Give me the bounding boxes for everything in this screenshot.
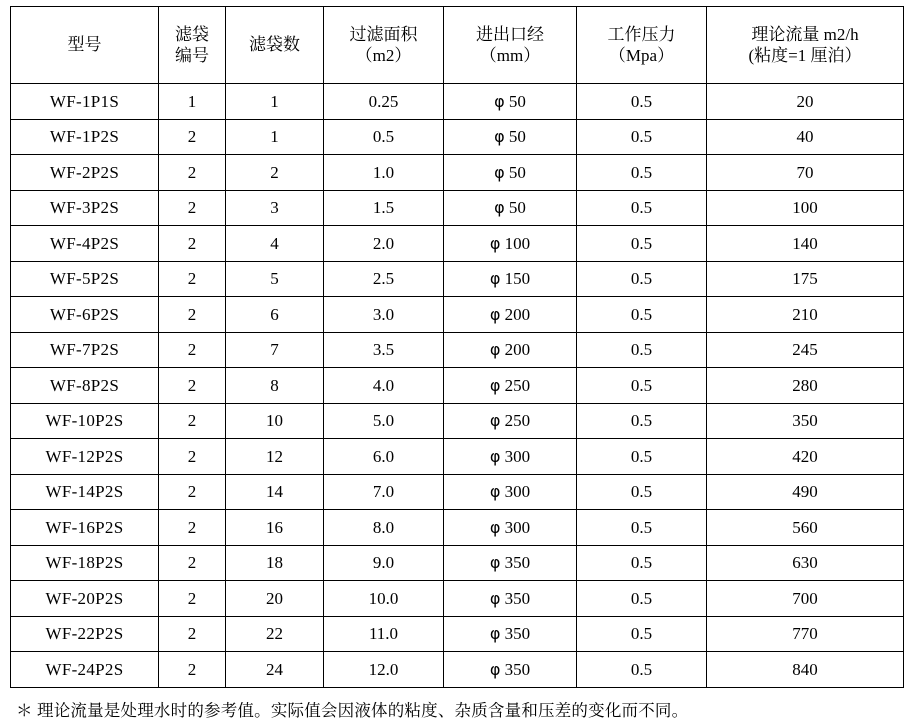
cell-bag-count: 10 xyxy=(226,403,324,439)
cell-working-pressure: 0.5 xyxy=(577,652,707,688)
cell-port-size xyxy=(444,616,577,652)
column-header-port-size xyxy=(444,7,577,84)
cell-filter-area: 3.5 xyxy=(324,332,444,368)
cell-bag-code: 1 xyxy=(159,84,226,120)
cell-theoretical-flow: 560 xyxy=(707,510,904,546)
table-row xyxy=(11,474,904,510)
cell-bag-count: 22 xyxy=(226,616,324,652)
cell-model: WF-24P2S xyxy=(11,652,159,688)
cell-filter-area: 0.25 xyxy=(324,84,444,120)
cell-model: WF-1P2S xyxy=(11,119,159,155)
cell-working-pressure: 0.5 xyxy=(577,155,707,191)
filter-bag-spec-table xyxy=(10,6,904,688)
cell-port-size xyxy=(444,332,577,368)
cell-theoretical-flow: 40 xyxy=(707,119,904,155)
phi-symbol: φ xyxy=(489,482,501,502)
cell-bag-count: 3 xyxy=(226,190,324,226)
cell-filter-area: 1.0 xyxy=(324,155,444,191)
cell-working-pressure: 0.5 xyxy=(577,510,707,546)
column-header-filter-area xyxy=(324,7,444,84)
column-header-model-line1: 型号 xyxy=(67,35,102,55)
cell-theoretical-flow: 140 xyxy=(707,226,904,262)
cell-bag-count: 6 xyxy=(226,297,324,333)
column-header-bag-code-line1: 滤袋 xyxy=(175,24,209,44)
cell-bag-code: 2 xyxy=(159,403,226,439)
cell-bag-count: 7 xyxy=(226,332,324,368)
cell-filter-area: 2.0 xyxy=(324,226,444,262)
column-header-theoretical-flow-line2: (粘度=1 厘泊） xyxy=(748,46,862,65)
port-size-value: 250 xyxy=(504,375,531,395)
cell-filter-area: 11.0 xyxy=(324,616,444,652)
table-row xyxy=(11,368,904,404)
cell-port-size xyxy=(444,226,577,262)
cell-port-size xyxy=(444,155,577,191)
phi-symbol: φ xyxy=(489,588,501,608)
cell-theoretical-flow: 490 xyxy=(707,474,904,510)
cell-bag-count: 2 xyxy=(226,155,324,191)
column-header-working-pressure-line2: （Mpa） xyxy=(608,46,675,65)
table-header xyxy=(11,7,904,84)
phi-symbol: φ xyxy=(494,198,505,218)
footnote: ＊ 理论流量是处理水时的参考值。实际值会因液体的粘度、杂质含量和压差的变化而不同。 xyxy=(16,700,689,720)
port-size-value: 100 xyxy=(504,233,531,253)
cell-model: WF-14P2S xyxy=(11,474,159,510)
cell-bag-count: 14 xyxy=(226,474,324,510)
phi-symbol: φ xyxy=(489,659,501,679)
cell-theoretical-flow: 350 xyxy=(707,403,904,439)
phi-symbol: φ xyxy=(489,375,501,395)
column-header-filter-area-line2: （m2） xyxy=(355,46,412,65)
phi-symbol: φ xyxy=(489,233,501,253)
column-header-bag-count xyxy=(226,7,324,84)
cell-bag-code: 2 xyxy=(159,226,226,262)
cell-port-size xyxy=(444,545,577,581)
cell-filter-area: 6.0 xyxy=(324,439,444,475)
table-row xyxy=(11,510,904,546)
cell-port-size xyxy=(444,368,577,404)
cell-filter-area: 3.0 xyxy=(324,297,444,333)
phi-symbol: φ xyxy=(489,624,501,644)
cell-model: WF-3P2S xyxy=(11,190,159,226)
port-size-value: 50 xyxy=(508,91,526,111)
column-header-port-size-line2: （mm） xyxy=(479,46,541,65)
cell-theoretical-flow: 420 xyxy=(707,439,904,475)
cell-model: WF-5P2S xyxy=(11,261,159,297)
cell-port-size xyxy=(444,439,577,475)
table-row xyxy=(11,581,904,617)
cell-model: WF-1P1S xyxy=(11,84,159,120)
cell-port-size xyxy=(444,474,577,510)
port-size-value: 300 xyxy=(504,517,531,537)
table-row xyxy=(11,155,904,191)
cell-bag-count: 5 xyxy=(226,261,324,297)
port-size-value: 200 xyxy=(504,340,531,360)
table-row xyxy=(11,545,904,581)
cell-model: WF-2P2S xyxy=(11,155,159,191)
cell-model: WF-4P2S xyxy=(11,226,159,262)
cell-working-pressure: 0.5 xyxy=(577,84,707,120)
table-row xyxy=(11,119,904,155)
cell-theoretical-flow: 840 xyxy=(707,652,904,688)
port-size-value: 250 xyxy=(504,411,531,431)
port-size-value: 300 xyxy=(504,446,531,466)
cell-working-pressure: 0.5 xyxy=(577,119,707,155)
cell-theoretical-flow: 280 xyxy=(707,368,904,404)
cell-port-size xyxy=(444,119,577,155)
cell-theoretical-flow: 700 xyxy=(707,581,904,617)
phi-symbol: φ xyxy=(494,127,505,147)
cell-filter-area: 1.5 xyxy=(324,190,444,226)
cell-port-size xyxy=(444,403,577,439)
table-row xyxy=(11,261,904,297)
cell-filter-area: 0.5 xyxy=(324,119,444,155)
cell-model: WF-22P2S xyxy=(11,616,159,652)
cell-working-pressure: 0.5 xyxy=(577,439,707,475)
phi-symbol: φ xyxy=(489,446,501,466)
cell-model: WF-18P2S xyxy=(11,545,159,581)
cell-theoretical-flow: 70 xyxy=(707,155,904,191)
cell-model: WF-12P2S xyxy=(11,439,159,475)
table-row xyxy=(11,190,904,226)
cell-bag-code: 2 xyxy=(159,297,226,333)
cell-model: WF-10P2S xyxy=(11,403,159,439)
cell-bag-count: 1 xyxy=(226,84,324,120)
cell-port-size xyxy=(444,261,577,297)
cell-model: WF-20P2S xyxy=(11,581,159,617)
column-header-filter-area-line1: 过滤面积 xyxy=(349,24,418,44)
port-size-value: 50 xyxy=(508,127,526,147)
phi-symbol: φ xyxy=(489,304,501,324)
column-header-port-size-line1: 进出口经 xyxy=(476,24,544,44)
cell-bag-count: 4 xyxy=(226,226,324,262)
cell-bag-code: 2 xyxy=(159,652,226,688)
cell-bag-code: 2 xyxy=(159,368,226,404)
cell-working-pressure: 0.5 xyxy=(577,616,707,652)
cell-working-pressure: 0.5 xyxy=(577,368,707,404)
port-size-value: 350 xyxy=(504,659,531,679)
cell-bag-code: 2 xyxy=(159,261,226,297)
table-header-row xyxy=(11,7,904,84)
cell-port-size xyxy=(444,652,577,688)
cell-bag-code: 2 xyxy=(159,439,226,475)
cell-theoretical-flow: 770 xyxy=(707,616,904,652)
cell-filter-area: 7.0 xyxy=(324,474,444,510)
cell-working-pressure: 0.5 xyxy=(577,261,707,297)
column-header-bag-code-line2: 编号 xyxy=(175,46,209,65)
phi-symbol: φ xyxy=(494,91,505,111)
cell-bag-count: 20 xyxy=(226,581,324,617)
port-size-value: 350 xyxy=(504,624,531,644)
cell-working-pressure: 0.5 xyxy=(577,581,707,617)
cell-bag-code: 2 xyxy=(159,545,226,581)
column-header-model xyxy=(11,7,159,84)
table-row xyxy=(11,439,904,475)
cell-bag-code: 2 xyxy=(159,332,226,368)
column-header-bag-code xyxy=(159,7,226,84)
cell-filter-area: 2.5 xyxy=(324,261,444,297)
phi-symbol: φ xyxy=(489,411,501,431)
column-header-theoretical-flow xyxy=(707,7,904,84)
cell-bag-count: 12 xyxy=(226,439,324,475)
cell-theoretical-flow: 100 xyxy=(707,190,904,226)
table-row xyxy=(11,403,904,439)
table-row xyxy=(11,226,904,262)
cell-model: WF-6P2S xyxy=(11,297,159,333)
cell-theoretical-flow: 630 xyxy=(707,545,904,581)
cell-working-pressure: 0.5 xyxy=(577,545,707,581)
cell-bag-count: 16 xyxy=(226,510,324,546)
cell-working-pressure: 0.5 xyxy=(577,190,707,226)
cell-bag-code: 2 xyxy=(159,190,226,226)
cell-theoretical-flow: 175 xyxy=(707,261,904,297)
cell-filter-area: 10.0 xyxy=(324,581,444,617)
cell-port-size xyxy=(444,190,577,226)
table-body xyxy=(11,84,904,688)
cell-filter-area: 9.0 xyxy=(324,545,444,581)
port-size-value: 350 xyxy=(504,588,531,608)
table-row xyxy=(11,297,904,333)
table-row xyxy=(11,616,904,652)
cell-working-pressure: 0.5 xyxy=(577,474,707,510)
cell-model: WF-16P2S xyxy=(11,510,159,546)
cell-bag-count: 1 xyxy=(226,119,324,155)
port-size-value: 300 xyxy=(504,482,531,502)
cell-port-size xyxy=(444,84,577,120)
cell-bag-code: 2 xyxy=(159,616,226,652)
cell-port-size xyxy=(444,510,577,546)
phi-symbol: φ xyxy=(494,162,505,182)
column-header-working-pressure xyxy=(577,7,707,84)
port-size-value: 150 xyxy=(504,269,531,289)
cell-bag-code: 2 xyxy=(159,155,226,191)
port-size-value: 50 xyxy=(508,162,526,182)
cell-bag-count: 24 xyxy=(226,652,324,688)
cell-model: WF-7P2S xyxy=(11,332,159,368)
phi-symbol: φ xyxy=(489,517,501,537)
cell-theoretical-flow: 245 xyxy=(707,332,904,368)
table-row xyxy=(11,332,904,368)
cell-theoretical-flow: 20 xyxy=(707,84,904,120)
column-header-theoretical-flow-line1: 理论流量 m2/h xyxy=(751,24,859,44)
phi-symbol: φ xyxy=(489,340,501,360)
cell-working-pressure: 0.5 xyxy=(577,403,707,439)
table-row xyxy=(11,84,904,120)
cell-port-size xyxy=(444,581,577,617)
column-header-bag-count-line1: 滤袋数 xyxy=(249,35,300,55)
cell-port-size xyxy=(444,297,577,333)
cell-working-pressure: 0.5 xyxy=(577,297,707,333)
phi-symbol: φ xyxy=(489,269,501,289)
cell-filter-area: 12.0 xyxy=(324,652,444,688)
phi-symbol: φ xyxy=(489,553,501,573)
cell-working-pressure: 0.5 xyxy=(577,226,707,262)
cell-theoretical-flow: 210 xyxy=(707,297,904,333)
cell-working-pressure: 0.5 xyxy=(577,332,707,368)
cell-filter-area: 5.0 xyxy=(324,403,444,439)
cell-bag-count: 18 xyxy=(226,545,324,581)
cell-bag-code: 2 xyxy=(159,510,226,546)
cell-filter-area: 4.0 xyxy=(324,368,444,404)
port-size-value: 200 xyxy=(504,304,531,324)
cell-bag-count: 8 xyxy=(226,368,324,404)
port-size-value: 350 xyxy=(504,553,531,573)
cell-bag-code: 2 xyxy=(159,119,226,155)
column-header-working-pressure-line1: 工作压力 xyxy=(607,24,676,44)
table-row xyxy=(11,652,904,688)
port-size-value: 50 xyxy=(508,198,526,218)
cell-bag-code: 2 xyxy=(159,474,226,510)
cell-model: WF-8P2S xyxy=(11,368,159,404)
cell-filter-area: 8.0 xyxy=(324,510,444,546)
cell-bag-code: 2 xyxy=(159,581,226,617)
